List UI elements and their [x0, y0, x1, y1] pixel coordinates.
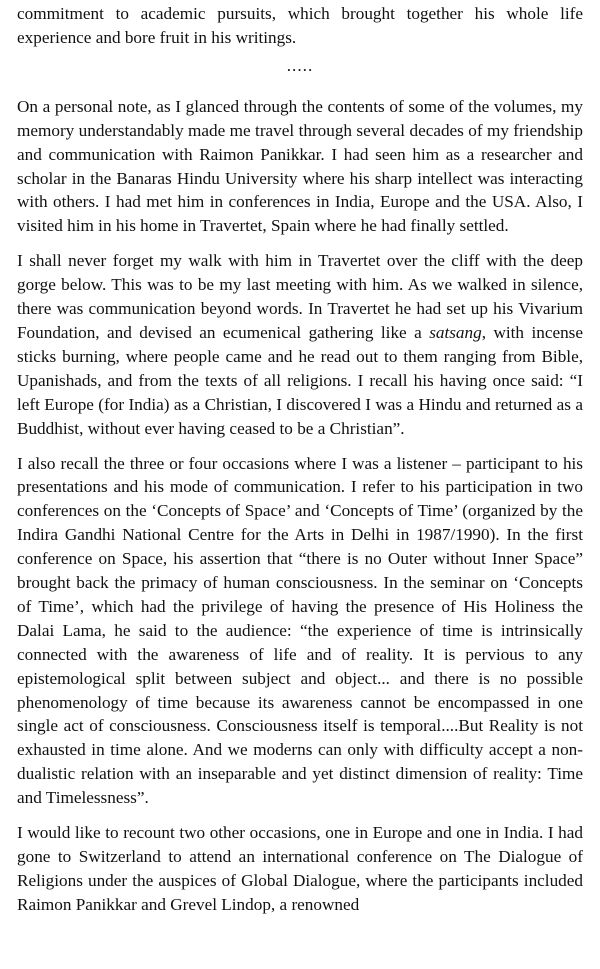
paragraph-other-occasions: I would like to recount two other occasions, one in Europe and one in India. I had gone to Switzerland to attend an international conference on The Dialogue of Religions under the auspices of Global Dialogue, where the participants included Raimon Panikkar and Grevel Lindop, a renowned: [17, 823, 583, 914]
paragraph-conferences: I also recall the three or four occasions where I was a listener – participant to his presentations and his mode of communication. I refer to his participation in two conferences on the ‘Concepts of Space’ and ‘Concepts of Time’ (organized by the Indira Gandhi National Centre for the Arts in Delhi in 1987/1990). In the first conference on Space, his assertion that “there is no Outer without Inner Space” brought back the primacy of human consciousness. In the seminar on ‘Concepts of Time’, which had the privilege of having the presence of His Holiness the Dalai Lama, he said to the audience: “the experience of time is intrinsically connected with the awareness of life and of reality. It is pervious to any epistemological split between subject and object... and there is no possible phenomenology of time because its awareness cannot be encompassed in one single act of consciousness. Consciousness itself is temporal....But Reality is not exhausted in time alone. And we moderns can only with difficulty accept a non-dualistic relation with an inseparable and yet distinct dimension of reality: Time and Timelessness”.: [17, 453, 583, 808]
paragraph-personal-note: On a personal note, as I glanced through the contents of some of the volumes, my memory understandably made me travel through several decades of my friendship and communication with Raimon Panikkar. I had seen him as a researcher and scholar in the Banaras Hindu University where his sharp intellect was interacting with others. I had met him in conferences in India, Europe and the USA. Also, I visited him in his home in Travertet, Spain where he had finally settled.: [17, 96, 583, 236]
paragraph-intro-continuation: commitment to academic pursuits, which brought together his whole life experience and bore fruit in his writings.: [17, 4, 583, 47]
section-separator: .....: [286, 55, 314, 75]
paragraph-travertet-walk: [17, 249, 583, 440]
document-page: [17, 2, 583, 928]
paragraph-travertet-walk-text-b: , with incense sticks burning, where people came and he read out to them ranging from Bible, Upanishads, and from the texts of all religions. I recall his having once said: “I left Europe (for India) as a Christian, I discovered I was a Hindu and returned as a Buddhist, without ever having ceased to be a Christian”.: [17, 322, 583, 438]
satsang-term: satsang: [429, 322, 482, 342]
paragraph-travertet-walk-text-a: I shall never forget my walk with him in Travertet over the cliff with the deep gorge below. This was to be my last meeting with him. As we walked in silence, there was communication beyond words. In Travertet he had set up his Vivarium Foundation, and devised an ecumenical gathering like a: [17, 251, 583, 342]
